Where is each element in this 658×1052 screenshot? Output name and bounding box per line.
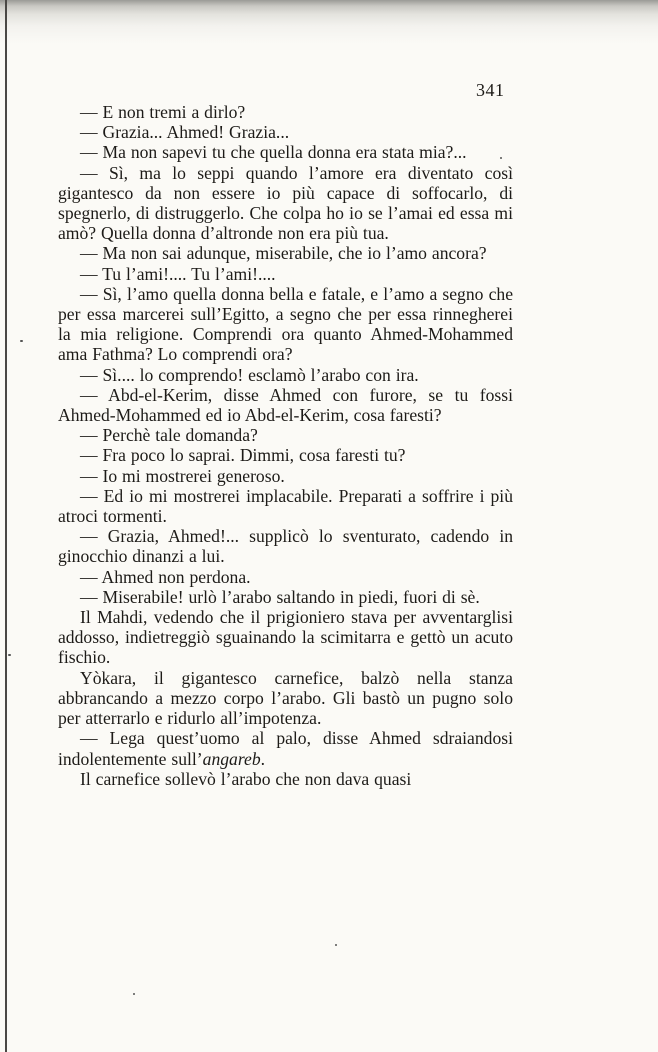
paragraph: Il carnefice sollevò l’arabo che non dava quasi: [80, 768, 412, 789]
paragraph: — Grazia, Ahmed!... supplicò lo sventurato, cadendo in ginocchio dinanzi a lui.: [58, 526, 513, 567]
page-number: 341: [476, 80, 505, 100]
paragraph-tail: .: [260, 748, 266, 769]
paragraph: — Perchè tale domanda?: [80, 425, 258, 446]
paragraph: — Tu l’ami!.... Tu l’ami!....: [80, 263, 276, 284]
paragraph: Il Mahdi, vedendo che il prigioniero stava per avventarglisi addosso, indietreggiò sguainando la scimitarra e gettò un acuto fischio.: [58, 607, 513, 668]
paragraph: — Fra poco lo saprai. Dimmi, cosa faresti tu?: [80, 445, 406, 466]
paragraph: — Ed io mi mostrerei implacabile. Preparati a soffrire i più atroci tormenti.: [58, 485, 513, 527]
paragraph: — Abd-el-Kerim, disse Ahmed con furore, se tu fossi Ahmed-Mohammed ed io Abd-el-Kerim, cosa faresti?: [58, 384, 513, 426]
paragraph: — Ma non sai adunque, miserabile, che io l’amo ancora?: [80, 243, 487, 264]
paragraph: — Sì, l’amo quella donna bella e fatale, e l’amo a segno che per essa marcerei sull’Egitto, a segno che per essa rinnegherei la mia religione. Comprendi ora quanto Ahmed-Mohammed ama Fathma? Lo comprendi ora?: [58, 283, 513, 365]
print-speck: [500, 157, 502, 159]
print-speck: [133, 993, 135, 995]
paragraph: — Grazia... Ahmed! Grazia...: [80, 122, 290, 143]
print-speck: [8, 654, 11, 656]
paragraph: — Io mi mostrerei generoso.: [80, 465, 285, 486]
paragraph: — Sì, ma lo seppi quando l’amore era diventato così gigantesco da non essere io più capace di soffocarlo, di spegnerlo, di distruggerlo. Che colpa ho io se l’amai ed essa mi amò? Quella donna d’altronde non era più tua.: [58, 162, 513, 244]
paragraph: — Miserabile! urlò l’arabo saltando in piedi, fuori di sè.: [80, 586, 480, 607]
paragraph: — Ma non sapevi tu che quella donna era stata mia?...: [80, 142, 467, 163]
print-speck: [335, 944, 337, 946]
paragraph: — E non tremi a dirlo?: [80, 102, 246, 122]
paragraph-text: — Lega quest’uomo al palo, disse Ahmed sdraiandosi indolentemente sull’: [58, 728, 513, 769]
paragraph-with-italic: [58, 728, 513, 768]
scanned-page-top-edge: [0, 0, 658, 44]
print-speck: [20, 340, 23, 342]
page-binding-edge: [5, 0, 7, 1052]
page-body-text: [58, 102, 513, 789]
paragraph: Yòkara, il gigantesco carnefice, balzò nella stanza abbrancando a mezzo corpo l’arabo. Gli bastò un pugno solo per atterrarlo e ridurlo all’impotenza.: [58, 667, 513, 729]
italic-word: angareb: [202, 748, 261, 769]
paragraph: — Ahmed non perdona.: [80, 566, 251, 587]
paragraph: — Sì.... lo comprendo! esclamò l’arabo con ira.: [80, 364, 419, 385]
